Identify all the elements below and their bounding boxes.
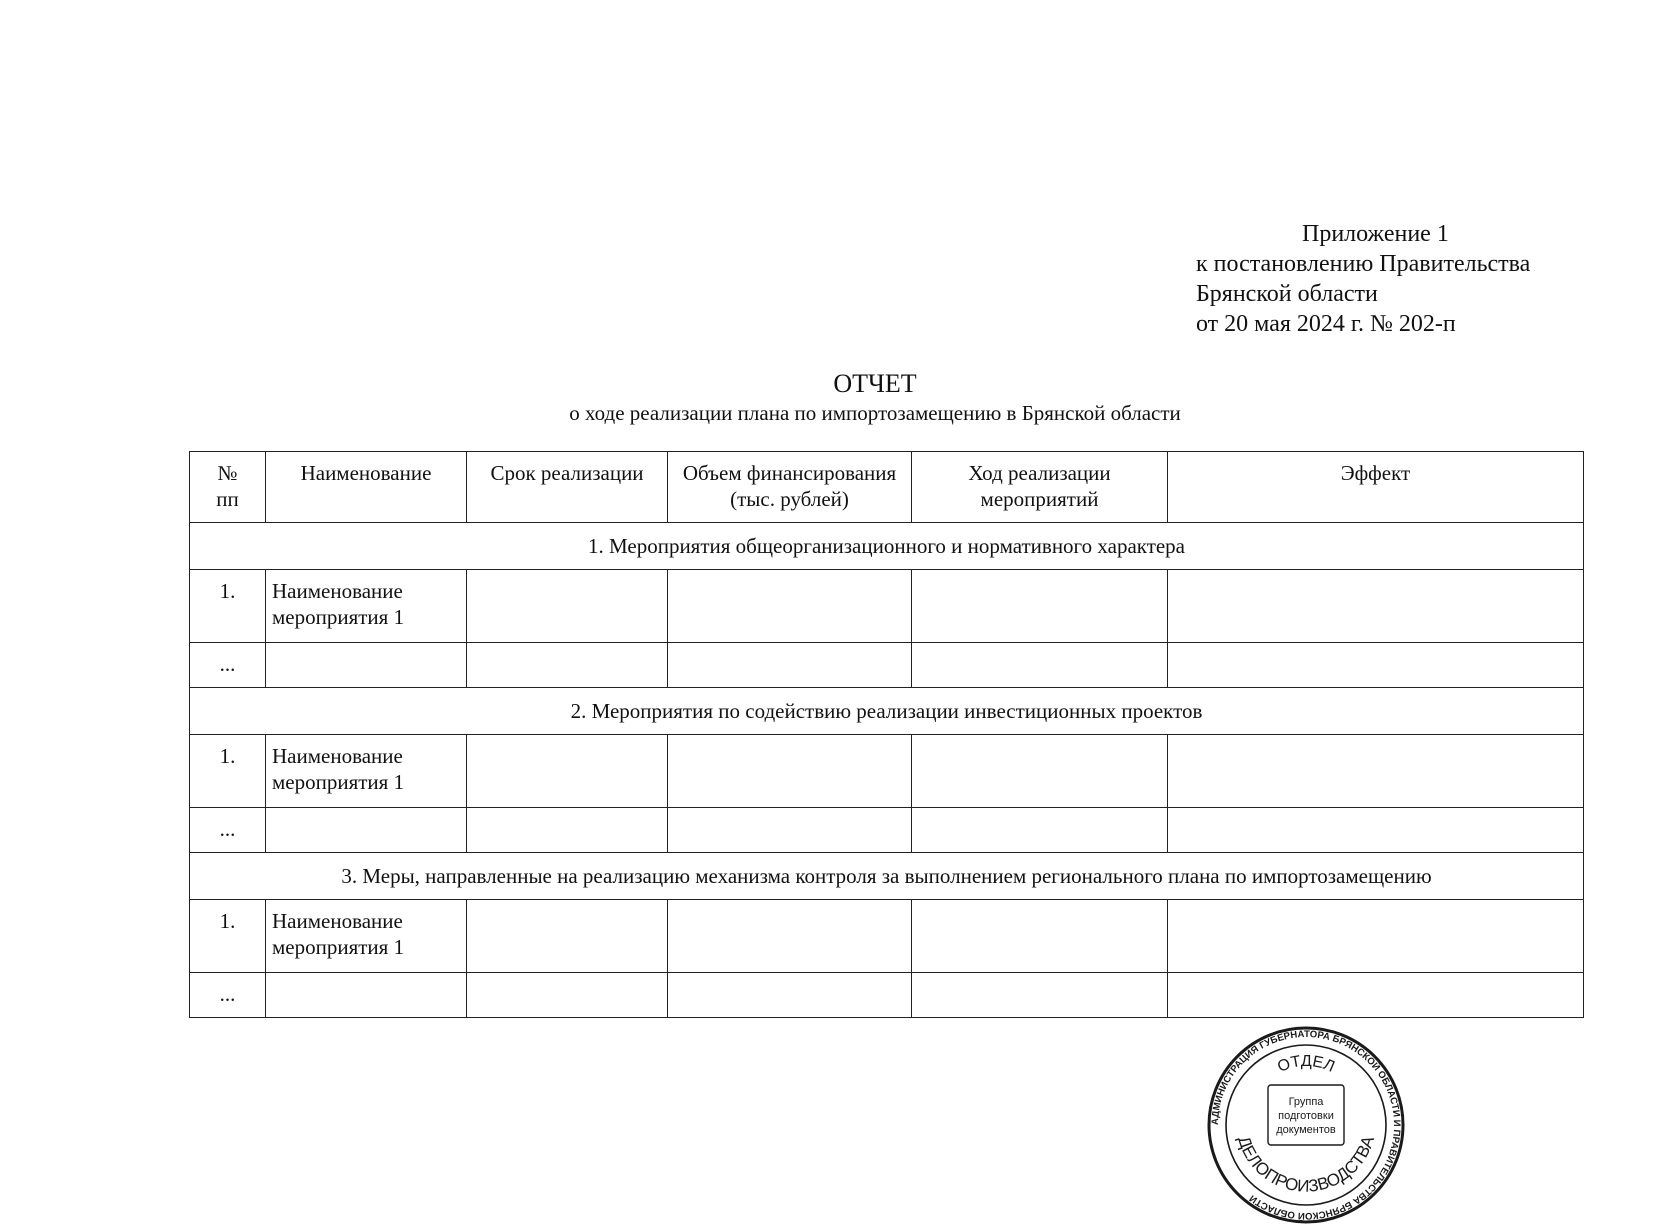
row-name [266, 900, 467, 973]
section-title: 2. Мероприятия по содействию реализации инвестиционных проектов [190, 688, 1584, 735]
header-funding-line2: (тыс. рублей) [730, 487, 849, 511]
row-term [467, 570, 668, 643]
stamp-outer-textpath: АДМИНИСТРАЦИЯ ГУБЕРНАТОРА БРЯНСКОЙ ОБЛАСТИ И ПРАВИТЕЛЬСТВА БРЯНСКОЙ ОБЛАСТИ [1209, 1028, 1403, 1222]
official-stamp [1206, 1025, 1406, 1225]
section-row [190, 853, 1584, 900]
report-title-block [0, 368, 1679, 426]
row-term [467, 973, 668, 1018]
row-effect [1168, 735, 1584, 808]
section-row [190, 688, 1584, 735]
stamp-center-line2: подготовки [1278, 1110, 1334, 1122]
stamp-center-line3: документов [1276, 1124, 1336, 1136]
stamp-arc-main-textpath: ДЕЛОПРОИЗВОДСТВА [1234, 1133, 1378, 1196]
row-ellipsis: ... [190, 973, 266, 1018]
row-ellipsis: ... [190, 808, 266, 853]
header-num-line1: № [217, 461, 238, 485]
row-num: 1. [190, 900, 266, 973]
row-name-line2: мероприятия 1 [272, 935, 405, 959]
appendix-line-1: Приложение 1 [1302, 221, 1449, 247]
row-effect [1168, 808, 1584, 853]
row-effect [1168, 973, 1584, 1018]
stamp-center-line1: Группа [1288, 1096, 1324, 1108]
row-effect [1168, 570, 1584, 643]
appendix-line-2: к постановлению Правительства [1196, 251, 1531, 277]
section-title: 3. Меры, направленные на реализацию механизма контроля за выполнением регионального плана по импортозамещению [190, 853, 1584, 900]
row-term [467, 735, 668, 808]
row-name [266, 973, 467, 1018]
row-effect [1168, 900, 1584, 973]
header-progress-line2: мероприятий [980, 487, 1099, 511]
row-ellipsis: ... [190, 643, 266, 688]
header-progress [912, 452, 1168, 523]
header-funding [668, 452, 912, 523]
report-table [189, 451, 1584, 1018]
row-effect [1168, 643, 1584, 688]
row-funding [668, 735, 912, 808]
section-title: 1. Мероприятия общеорганизационного и нормативного характера [190, 523, 1584, 570]
row-name [266, 570, 467, 643]
appendix-line-3: Брянской области [1196, 281, 1378, 307]
row-name [266, 735, 467, 808]
row-name-line1: Наименование [272, 744, 403, 768]
row-num: 1. [190, 570, 266, 643]
row-name-line1: Наименование [272, 579, 403, 603]
row-term [467, 808, 668, 853]
report-heading: ОТЧЕТ [833, 369, 917, 398]
table-row [190, 643, 1584, 688]
table-header-row [190, 452, 1584, 523]
row-term [467, 900, 668, 973]
header-progress-line1: Ход реализации [968, 461, 1111, 485]
header-name: Наименование [266, 452, 467, 523]
row-progress [912, 973, 1168, 1018]
table-row [190, 570, 1584, 643]
row-funding [668, 570, 912, 643]
stamp-arc-top-textpath: ОТДЕЛ [1275, 1052, 1337, 1076]
section-row [190, 523, 1584, 570]
row-funding [668, 808, 912, 853]
row-name [266, 643, 467, 688]
row-funding [668, 900, 912, 973]
header-effect: Эффект [1168, 452, 1584, 523]
table-row [190, 973, 1584, 1018]
row-progress [912, 643, 1168, 688]
row-progress [912, 735, 1168, 808]
row-name [266, 808, 467, 853]
row-name-line2: мероприятия 1 [272, 770, 405, 794]
stamp-arc-top-text [1275, 1053, 1337, 1076]
header-term: Срок реализации [467, 452, 668, 523]
row-num: 1. [190, 735, 266, 808]
row-progress [912, 900, 1168, 973]
header-num-line2: пп [216, 487, 239, 511]
row-name-line1: Наименование [272, 909, 403, 933]
row-name-line2: мероприятия 1 [272, 605, 405, 629]
table-row [190, 808, 1584, 853]
row-term [467, 643, 668, 688]
appendix-block [1196, 219, 1530, 339]
row-funding [668, 643, 912, 688]
table-row [190, 735, 1584, 808]
row-funding [668, 973, 912, 1018]
row-progress [912, 808, 1168, 853]
header-funding-line1: Объем финансирования [682, 461, 897, 485]
row-progress [912, 570, 1168, 643]
appendix-line-4: от 20 мая 2024 г. № 202-п [1196, 311, 1456, 337]
table-row [190, 900, 1584, 973]
report-subtitle: о ходе реализации плана по импортозамещению в Брянской области [569, 401, 1181, 425]
header-num [190, 452, 266, 523]
